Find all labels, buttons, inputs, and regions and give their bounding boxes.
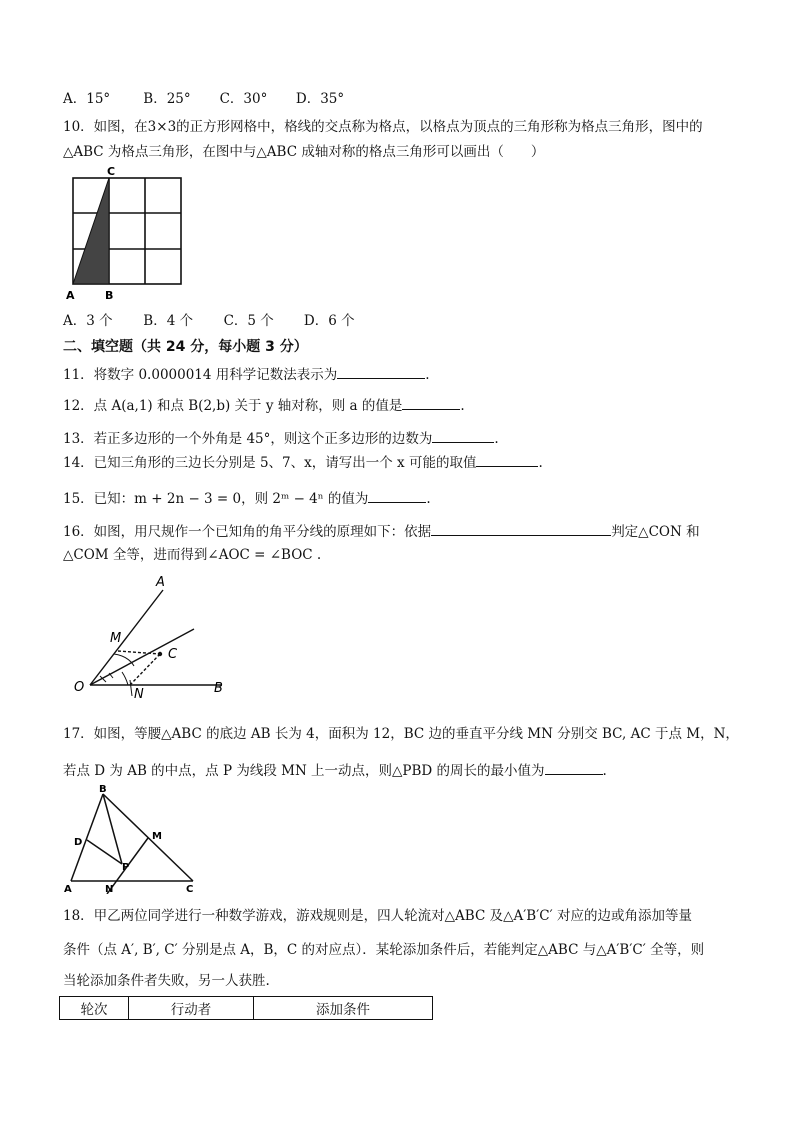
- q16-text-after: 判定△CON 和: [611, 524, 700, 540]
- table-header-row: [60, 997, 433, 1020]
- q12-text: 12．点 A(a,1) 和点 B(2,b) 关于 y 轴对称，则 a 的值是: [63, 398, 403, 414]
- q10-triangle-abc: [73, 178, 109, 284]
- q14-answer-blank[interactable]: [476, 452, 538, 467]
- table-header-actor: 行动者: [129, 997, 254, 1020]
- q15-text: 15．已知：m + 2n − 3 = 0，则 2ᵐ − 4ⁿ 的值为: [63, 491, 369, 507]
- q9-option-a: A．15°: [63, 91, 111, 107]
- table-header-round: 轮次: [60, 997, 129, 1020]
- q18-line3: 当轮添加条件者失败，另一人获胜.: [63, 973, 270, 989]
- q12-end: .: [460, 398, 465, 414]
- q17-answer-blank[interactable]: [545, 760, 603, 775]
- q14-end: .: [538, 455, 543, 471]
- q13-answer-blank[interactable]: [432, 428, 494, 443]
- q16-label-b: B: [214, 681, 223, 696]
- q10-label-a: A: [66, 289, 75, 302]
- q16-label-c: C: [168, 647, 178, 662]
- q9-options: [63, 90, 344, 108]
- q17-end: .: [602, 763, 607, 779]
- q15-answer-blank[interactable]: [368, 488, 426, 503]
- q14-text: 14．已知三角形的三边长分别是 5、7、x，请写出一个 x 可能的取值: [63, 455, 477, 471]
- q15-end: .: [426, 491, 431, 507]
- q16-point-c: [158, 652, 162, 656]
- q17-label-c: C: [186, 884, 194, 894]
- q17-label-p: P: [122, 862, 130, 873]
- q16-angle-figure: [70, 574, 240, 702]
- q16-line2: △COM 全等，进而得到∠AOC = ∠BOC .: [63, 547, 322, 563]
- q17-line1: 17．如图，等腰△ABC 的底边 AB 长为 4，面积为 12，BC 边的垂直平分线 MN 分别交 BC, AC 于点 M，N，: [63, 726, 739, 742]
- q10-option-a: A．3 个: [63, 313, 113, 329]
- q9-option-c: C．30°: [219, 91, 268, 107]
- q17-label-d: D: [74, 837, 83, 848]
- q11-end: .: [425, 367, 430, 383]
- q9-option-d: D．35°: [295, 91, 345, 107]
- q17-label-m: M: [152, 831, 162, 842]
- q13-end: .: [494, 431, 499, 447]
- q16-line1: [63, 521, 700, 541]
- q17-triangle-figure: [62, 784, 212, 894]
- q17-line2: [63, 760, 607, 780]
- section2-title: 二、填空题（共 24 分，每小题 3 分）: [63, 339, 308, 355]
- q16-label-n: N: [134, 687, 144, 702]
- q18-line1: 18．甲乙两位同学进行一种数学游戏，游戏规则是，四人轮流对△ABC 及△A′B′C′ 对应的边或角添加等量: [63, 908, 692, 924]
- q17-label-a: A: [64, 884, 72, 894]
- q16-label-o: O: [74, 680, 85, 695]
- q15: [63, 488, 431, 508]
- q17-text: 若点 D 为 AB 的中点，点 P 为线段 MN 上一动点，则△PBD 的周长的最小值为: [63, 763, 545, 779]
- q10-option-d: D．6 个: [303, 313, 355, 329]
- q10-options: [63, 312, 355, 330]
- table-header-condition: 添加条件: [254, 997, 433, 1020]
- q11: [63, 364, 430, 384]
- q10-grid-figure: [60, 162, 190, 304]
- q16-label-m: M: [110, 631, 122, 646]
- q10-label-c: C: [107, 165, 116, 178]
- q16-answer-blank[interactable]: [431, 521, 611, 536]
- q18-conditions-table: [59, 996, 433, 1020]
- q10-text-line2: △ABC 为格点三角形，在图中与△ABC 成轴对称的格点三角形可以画出（ ）: [63, 144, 545, 160]
- q14: [63, 452, 543, 472]
- q10-option-c: C．5 个: [223, 313, 274, 329]
- q10-label-b: B: [105, 289, 114, 302]
- q12: [63, 395, 465, 415]
- q13-text: 13．若正多边形的一个外角是 45°，则这个正多边形的边数为: [63, 431, 433, 447]
- q17-label-b: B: [99, 784, 107, 795]
- q12-answer-blank[interactable]: [402, 395, 460, 410]
- q13: [63, 428, 499, 448]
- q18-line2: 条件（点 A′, B′, C′ 分别是点 A，B，C 的对应点）．某轮添加条件后，若能判定△ABC 与△A′B′C′ 全等，则: [63, 942, 705, 958]
- q17-label-n: N: [105, 884, 114, 894]
- q10-text-line1: 10．如图，在3×3的正方形网格中，格线的交点称为格点，以格点为顶点的三角形称为格点三角形，图中的: [63, 119, 703, 135]
- q11-answer-blank[interactable]: [337, 364, 425, 379]
- q11-text: 11．将数字 0.0000014 用科学记数法表示为: [63, 367, 338, 383]
- q10-option-b: B．4 个: [143, 313, 194, 329]
- q16-text: 16．如图，用尺规作一个已知角的角平分线的原理如下：依据: [63, 524, 432, 540]
- q9-option-b: B．25°: [143, 91, 191, 107]
- q16-label-a: A: [156, 575, 165, 590]
